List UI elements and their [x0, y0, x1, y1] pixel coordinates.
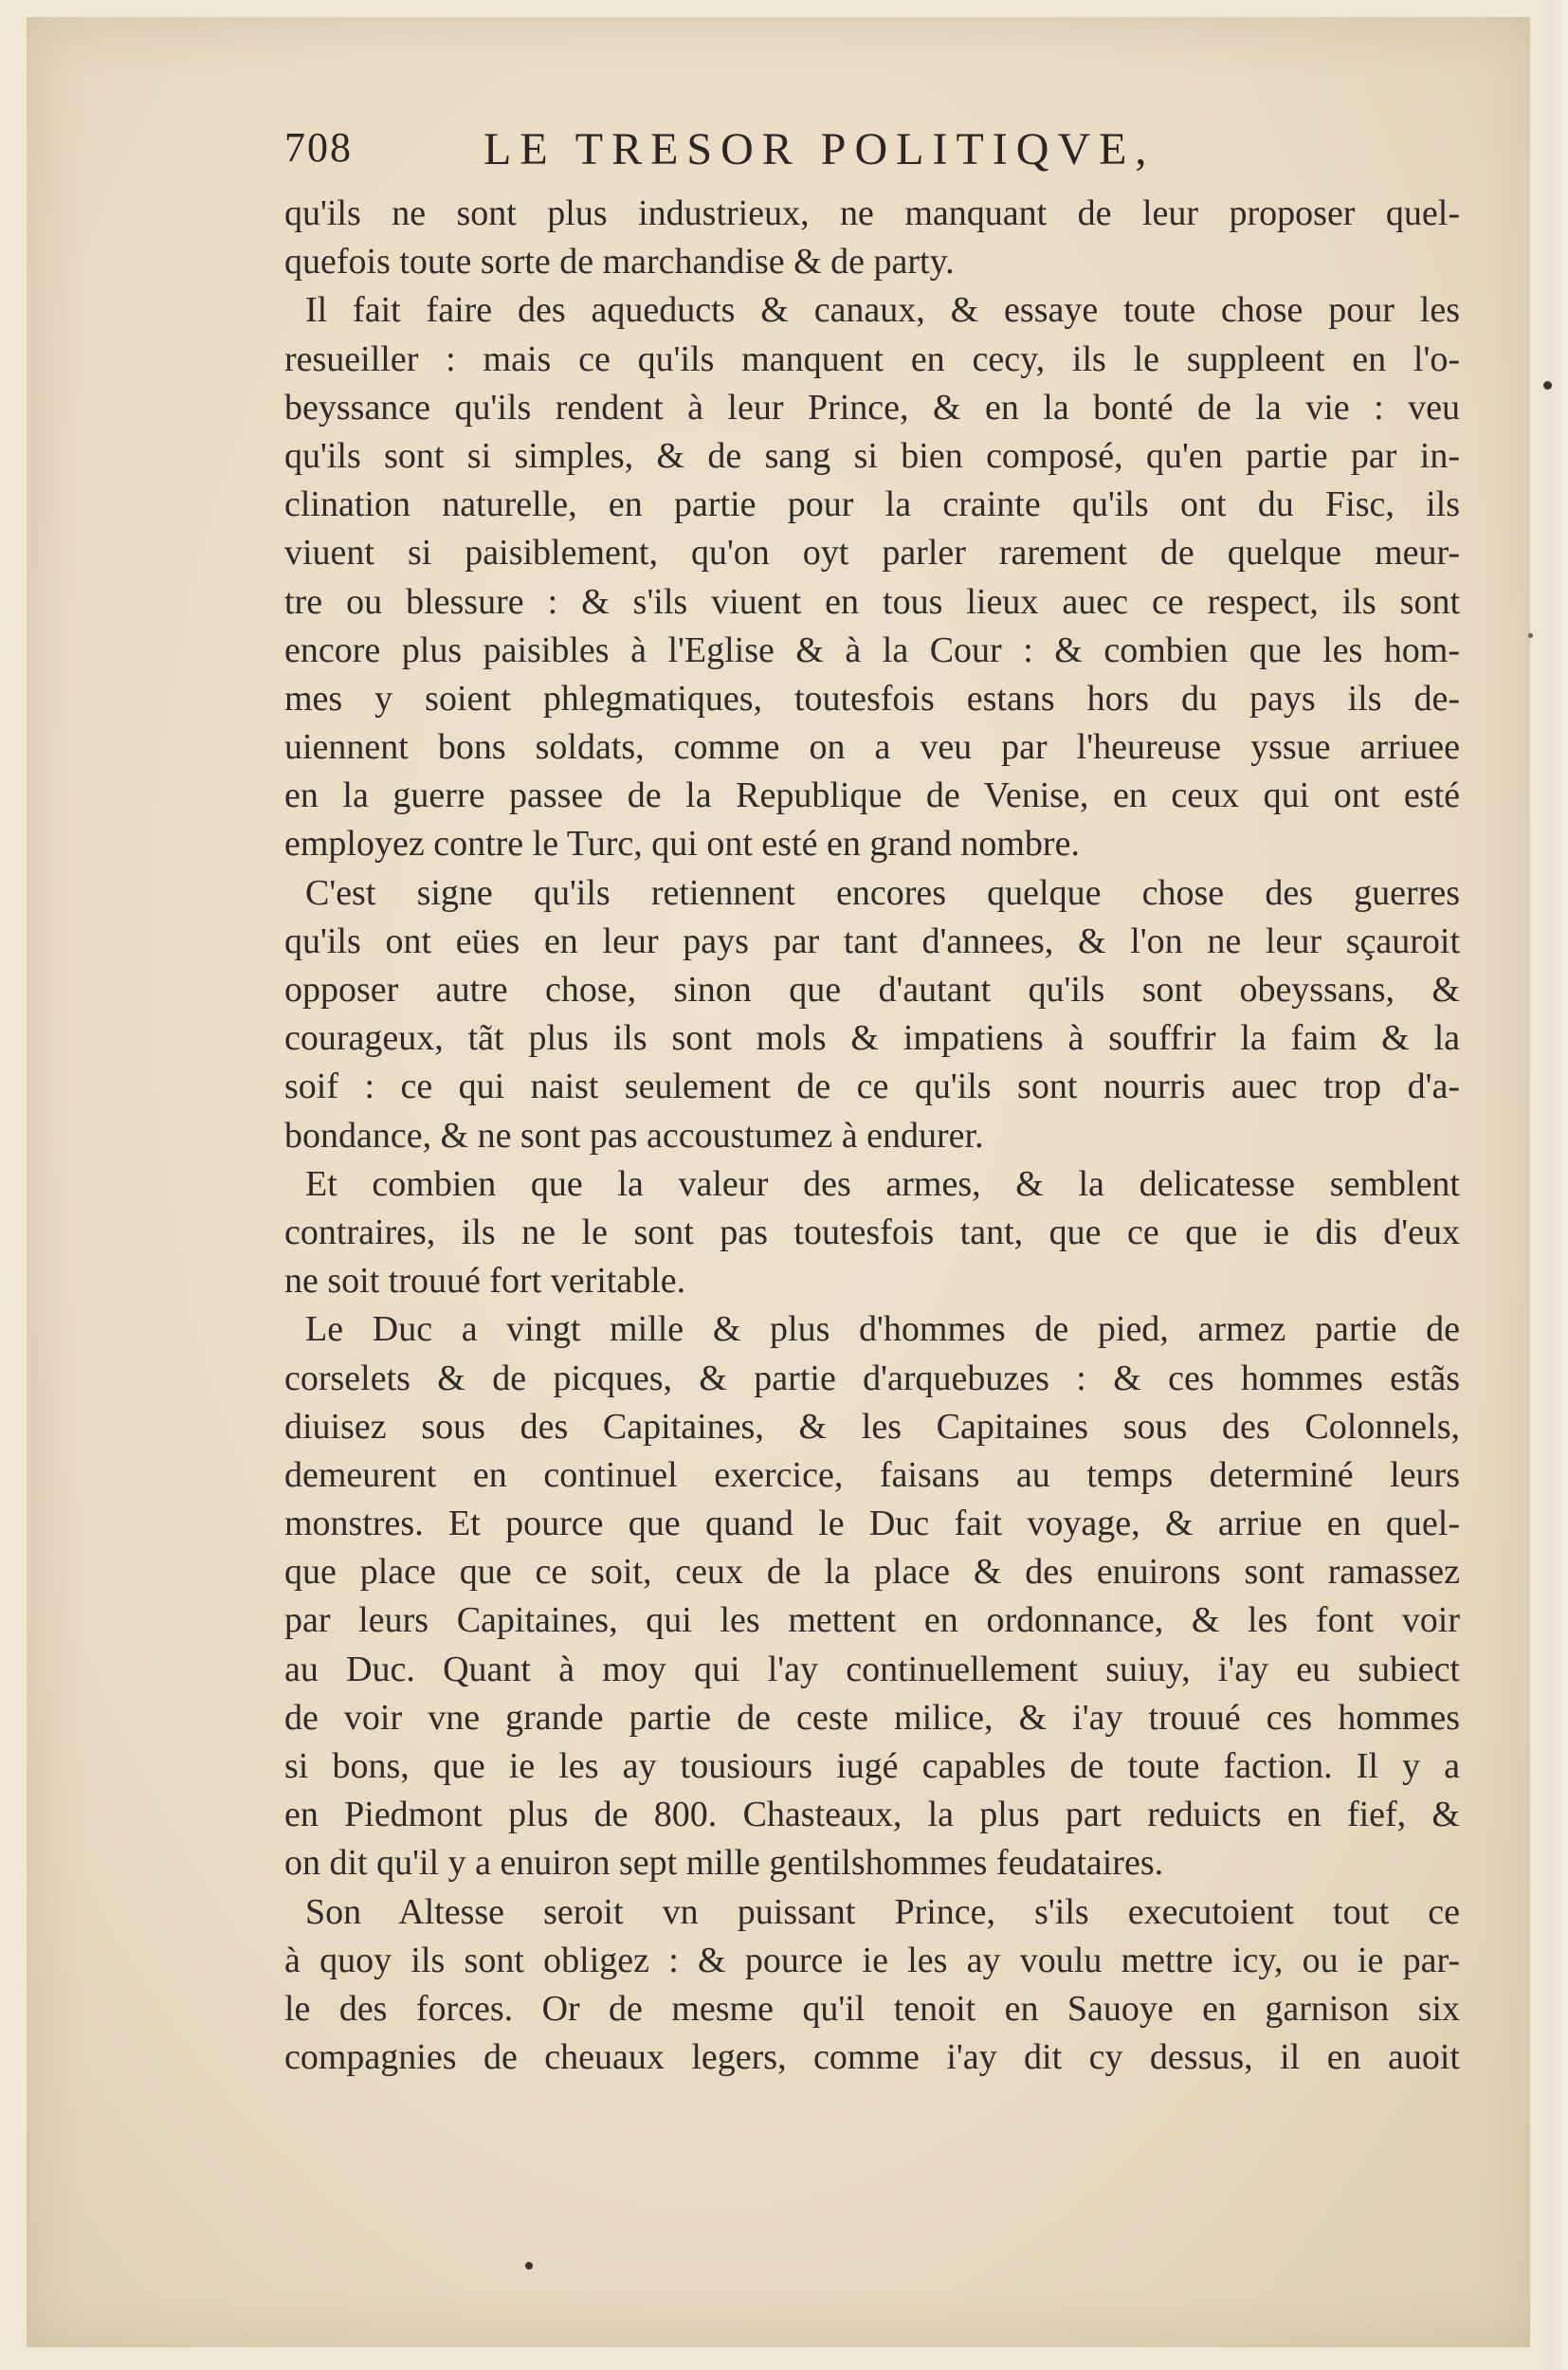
ink-spot [1543, 381, 1552, 390]
text-line: demeurent en continuel exercice, faisans au temps determiné leurs [284, 1454, 1460, 1495]
text-line: monstres. Et pource que quand le Duc fait voyage, & arriue en quel- [284, 1504, 1460, 1544]
text-line: resueiller : mais ce qu'ils manquent en cecy, ils le suppleent en l'o- [284, 338, 1460, 379]
text-line: qu'ils ne sont plus industrieux, ne manquant de leur proposer quel- [284, 193, 1460, 233]
text-line: uiennent bons soldats, comme on a veu par l'heureuse yssue arriuee [284, 727, 1460, 768]
text-line: employez contre le Turc, qui ont esté en grand nombre. [284, 824, 1080, 865]
text-line: corselets & de picques, & partie d'arquebuzes : & ces hommes estãs [284, 1358, 1460, 1398]
text-line: beyssance qu'ils rendent à leur Prince, & en la bonté de la vie : veu [284, 387, 1460, 428]
page-number: 708 [284, 124, 353, 171]
text-line: soif : ce qui naist seulement de ce qu'ils sont nourris auec trop d'a- [284, 1066, 1460, 1107]
text-line: en Piedmont plus de 800. Chasteaux, la plus part reduicts en fief, & [284, 1795, 1460, 1835]
text-line: opposer autre chose, sinon que d'autant qu'ils sont obeyssans, & [284, 970, 1460, 1010]
text-line: que place que ce soit, ceux de la place & des enuirons sont ramassez [284, 1552, 1460, 1593]
ink-spot [1528, 633, 1533, 638]
text-line: encore plus paisibles à l'Eglise & à la Cour : & combien que les hom- [284, 629, 1460, 670]
text-line: courageux, tãt plus ils sont mols & impatiens à souffrir la faim & la [284, 1018, 1460, 1059]
text-line: quefois toute sorte de marchandise & de party. [284, 242, 955, 283]
text-line: Il fait faire des aqueducts & canaux, & essaye toute chose pour les [305, 290, 1460, 331]
text-line: le des forces. Or de mesme qu'il tenoit en Sauoye en garnison six [284, 1988, 1460, 2029]
ink-spot [525, 2262, 533, 2270]
running-title: LE TRESOR POLITIQVE, [483, 124, 1156, 174]
text-line: par leurs Capitaines, qui les mettent en ordonnance, & les font voir [284, 1600, 1460, 1641]
text-line: Et combien que la valeur des armes, & la delicatesse semblent [305, 1163, 1460, 1204]
text-line: Le Duc a vingt mille & plus d'hommes de pied, armez partie de [305, 1309, 1460, 1350]
text-line: compagnies de cheuaux legers, comme i'ay dit cy dessus, il en auoit [284, 2037, 1460, 2078]
text-line: qu'ils sont si simples, & de sang si bien composé, qu'en partie par in- [284, 435, 1460, 476]
text-line: à quoy ils sont obligez : & pource ie les ay voulu mettre icy, ou ie par- [284, 1940, 1460, 1980]
text-line: on dit qu'il y a enuiron sept mille gentilshommes feudataires. [284, 1843, 1164, 1884]
body-text [284, 190, 1460, 2082]
text-line: mes y soient phlegmatiques, toutesfois estans hors du pays ils de- [284, 678, 1460, 719]
text-line: de voir vne grande partie de ceste milice, & i'ay trouué ces hommes [284, 1697, 1460, 1738]
text-line: qu'ils ont eües en leur pays par tant d'annees, & l'on ne leur sçauroit [284, 921, 1460, 961]
text-line: contraires, ils ne le sont pas toutesfois tant, que ce que ie dis d'eux [284, 1212, 1460, 1252]
text-line: bondance, & ne sont pas accoustumez à endurer. [284, 1115, 984, 1156]
text-line: tre ou blessure : & s'ils viuent en tous lieux auec ce respect, ils sont [284, 581, 1460, 622]
scan-edge [1530, 0, 1568, 2370]
text-line: viuent si paisiblement, qu'on oyt parler rarement de quelque meur- [284, 533, 1460, 574]
text-line: diuisez sous des Capitaines, & les Capitaines sous des Colonnels, [284, 1406, 1460, 1447]
text-line: Son Altesse seroit vn puissant Prince, s'ils executoient tout ce [305, 1891, 1460, 1932]
text-line: ne soit trouué fort veritable. [284, 1261, 686, 1302]
text-line: en la guerre passee de la Republique de Venise, en ceux qui ont esté [284, 775, 1460, 816]
text-line: au Duc. Quant à moy qui l'ay continuellement suiuy, i'ay eu subiect [284, 1649, 1460, 1689]
text-line: clination naturelle, en partie pour la crainte qu'ils ont du Fisc, ils [284, 484, 1460, 525]
text-line: C'est signe qu'ils retiennent encores quelque chose des guerres [305, 872, 1460, 913]
page-header [284, 116, 1327, 173]
text-line: si bons, que ie les ay tousiours iugé capables de toute faction. Il y a [284, 1746, 1460, 1786]
